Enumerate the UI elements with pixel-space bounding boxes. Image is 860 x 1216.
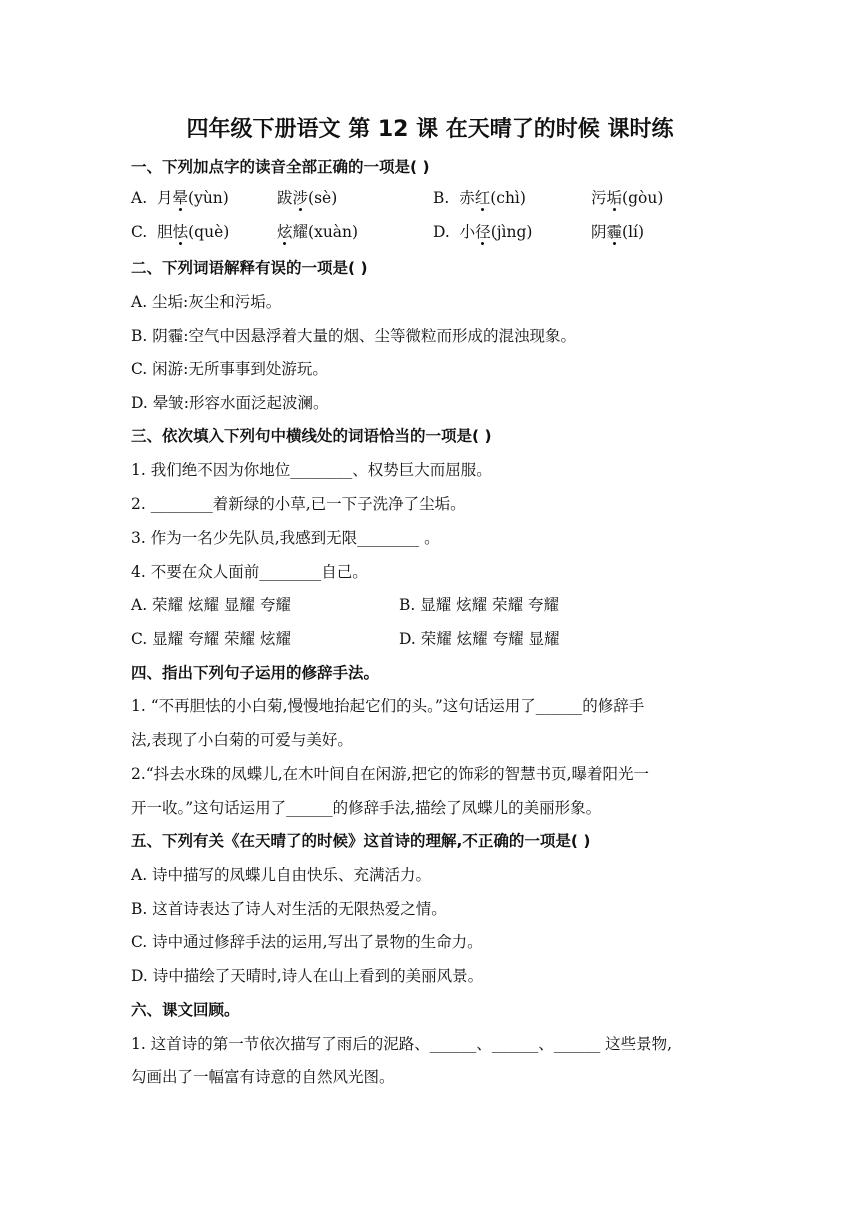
q3-options-row-2 [131, 627, 729, 651]
q3-sentence-3: 3. 作为一名少先队员,我感到无限________ 。 [131, 529, 440, 547]
q1-d2-char: 阴 [591, 223, 607, 241]
q4-line-4: 开一收。”这句话运用了______的修辞手法,描绘了凤蝶儿的美丽形象。 [131, 799, 602, 817]
q1-a1-char: 月 [156, 189, 173, 207]
q3-option-c: C. 显耀 夸耀 荣耀 炫耀 [131, 630, 291, 648]
q4-line-2: 法,表现了小白菊的可爱与美好。 [131, 731, 353, 749]
q3-options-row-1 [131, 593, 729, 617]
q1-c1-char: 胆 [157, 223, 173, 241]
q1-option-c-second [277, 220, 358, 244]
q1-a2-dotted-char: 涉 [292, 189, 309, 207]
q5-option-d: D. 诗中描绘了天晴时,诗人在山上看到的美丽风景。 [131, 967, 484, 985]
q1-option-b-label: B. [433, 189, 450, 207]
q1-option-c-label: C. [131, 223, 148, 241]
q3-option-d: D. 荣耀 炫耀 夸耀 显耀 [399, 630, 560, 648]
q2-option-c: C. 闲游:无所事事到处游玩。 [131, 360, 328, 378]
q2-option-d: D. 晕皱:形容水面泛起波澜。 [131, 394, 329, 412]
q3-heading: 三、依次填入下列句中横线处的词语恰当的一项是( ) [131, 427, 492, 445]
q1-option-a-label: A. [131, 189, 148, 207]
q1-d2-dotted-char: 霾 [606, 223, 623, 241]
q1-c2-pinyin: (xuàn) [308, 223, 359, 241]
q1-b1-pinyin: (chì) [490, 189, 526, 207]
q1-options-row-2 [131, 220, 729, 244]
q1-a2-pinyin: (sè) [308, 189, 338, 207]
q1-option-b [433, 186, 526, 210]
q1-a2-char: 跋 [277, 189, 293, 207]
q1-b2-dotted-char: 垢 [606, 189, 623, 207]
q2-option-a: A. 尘垢:灰尘和污垢。 [131, 293, 282, 311]
q5-option-a: A. 诗中描写的凤蝶儿自由快乐、充满活力。 [131, 866, 432, 884]
q1-option-d-second [591, 220, 644, 244]
q1-option-d [433, 220, 532, 244]
q3-option-a: A. 荣耀 炫耀 显耀 夸耀 [131, 596, 291, 614]
q5-option-c: C. 诗中通过修辞手法的运用,写出了景物的生命力。 [131, 933, 483, 951]
q1-d1-char: 小 [459, 223, 476, 241]
q1-b1-char: 赤 [459, 189, 475, 207]
q1-d1-dotted-char: 径 [475, 223, 491, 241]
q1-option-a-second [277, 186, 337, 210]
q1-b1-dotted-char: 红 [474, 189, 491, 207]
q1-c1-pinyin: (què) [188, 223, 230, 241]
q3-sentence-1: 1. 我们绝不因为你地位________、权势巨大而屈服。 [131, 461, 492, 479]
q6-line-1: 1. 这首诗的第一节依次描写了雨后的泥路、______、______、______ 这些景物, [131, 1035, 673, 1053]
q5-heading: 五、下列有关《在天晴了的时候》这首诗的理解,不正确的一项是( ) [131, 832, 591, 850]
q6-line-2: 勾画出了一幅富有诗意的自然风光图。 [131, 1068, 395, 1086]
q1-option-d-label: D. [433, 223, 450, 241]
q1-options-row-1 [131, 186, 729, 210]
q4-heading: 四、指出下列句子运用的修辞手法。 [131, 664, 380, 682]
q5-option-b: B. 这首诗表达了诗人对生活的无限热爱之情。 [131, 900, 447, 918]
q1-a1-dotted-char: 晕 [172, 189, 189, 207]
q1-b2-pinyin: (gòu) [622, 189, 664, 207]
q2-option-b: B. 阴霾:空气中因悬浮着大量的烟、尘等微粒而形成的混浊现象。 [131, 327, 576, 345]
q1-option-c [131, 220, 229, 244]
q1-a1-pinyin: (yùn) [188, 189, 229, 207]
q1-d2-pinyin: (lí) [622, 223, 645, 241]
q1-c2-char: 耀 [292, 223, 309, 241]
q1-heading: 一、下列加点字的读音全部正确的一项是( ) [131, 158, 430, 176]
q1-c1-dotted-char: 怯 [172, 223, 189, 241]
q2-heading: 二、下列词语解释有误的一项是( ) [131, 259, 368, 277]
q6-heading: 六、课文回顾。 [131, 1001, 240, 1019]
q1-option-b-second [591, 186, 663, 210]
q1-c2-dotted-char: 炫 [277, 223, 293, 241]
q1-b2-char: 污 [591, 189, 607, 207]
q3-sentence-2: 2. ________着新绿的小草,已一下子洗净了尘垢。 [131, 495, 466, 513]
q1-d1-pinyin: (jìng) [490, 223, 533, 241]
q4-line-3: 2.“抖去水珠的凤蝶儿,在木叶间自在闲游,把它的饰彩的智慧书页,曝着阳光一 [131, 765, 649, 783]
q3-option-b: B. 显耀 炫耀 荣耀 夸耀 [399, 596, 560, 614]
q3-sentence-4: 4. 不要在众人面前________自己。 [131, 563, 368, 581]
q4-line-1: 1. “不再胆怯的小白菊,慢慢地抬起它们的头。”这句话运用了______的修辞手 [131, 697, 645, 715]
q1-option-a [131, 186, 229, 210]
worksheet-title: 四年级下册语文 第 12 课 在天晴了的时候 课时练 [186, 117, 674, 142]
